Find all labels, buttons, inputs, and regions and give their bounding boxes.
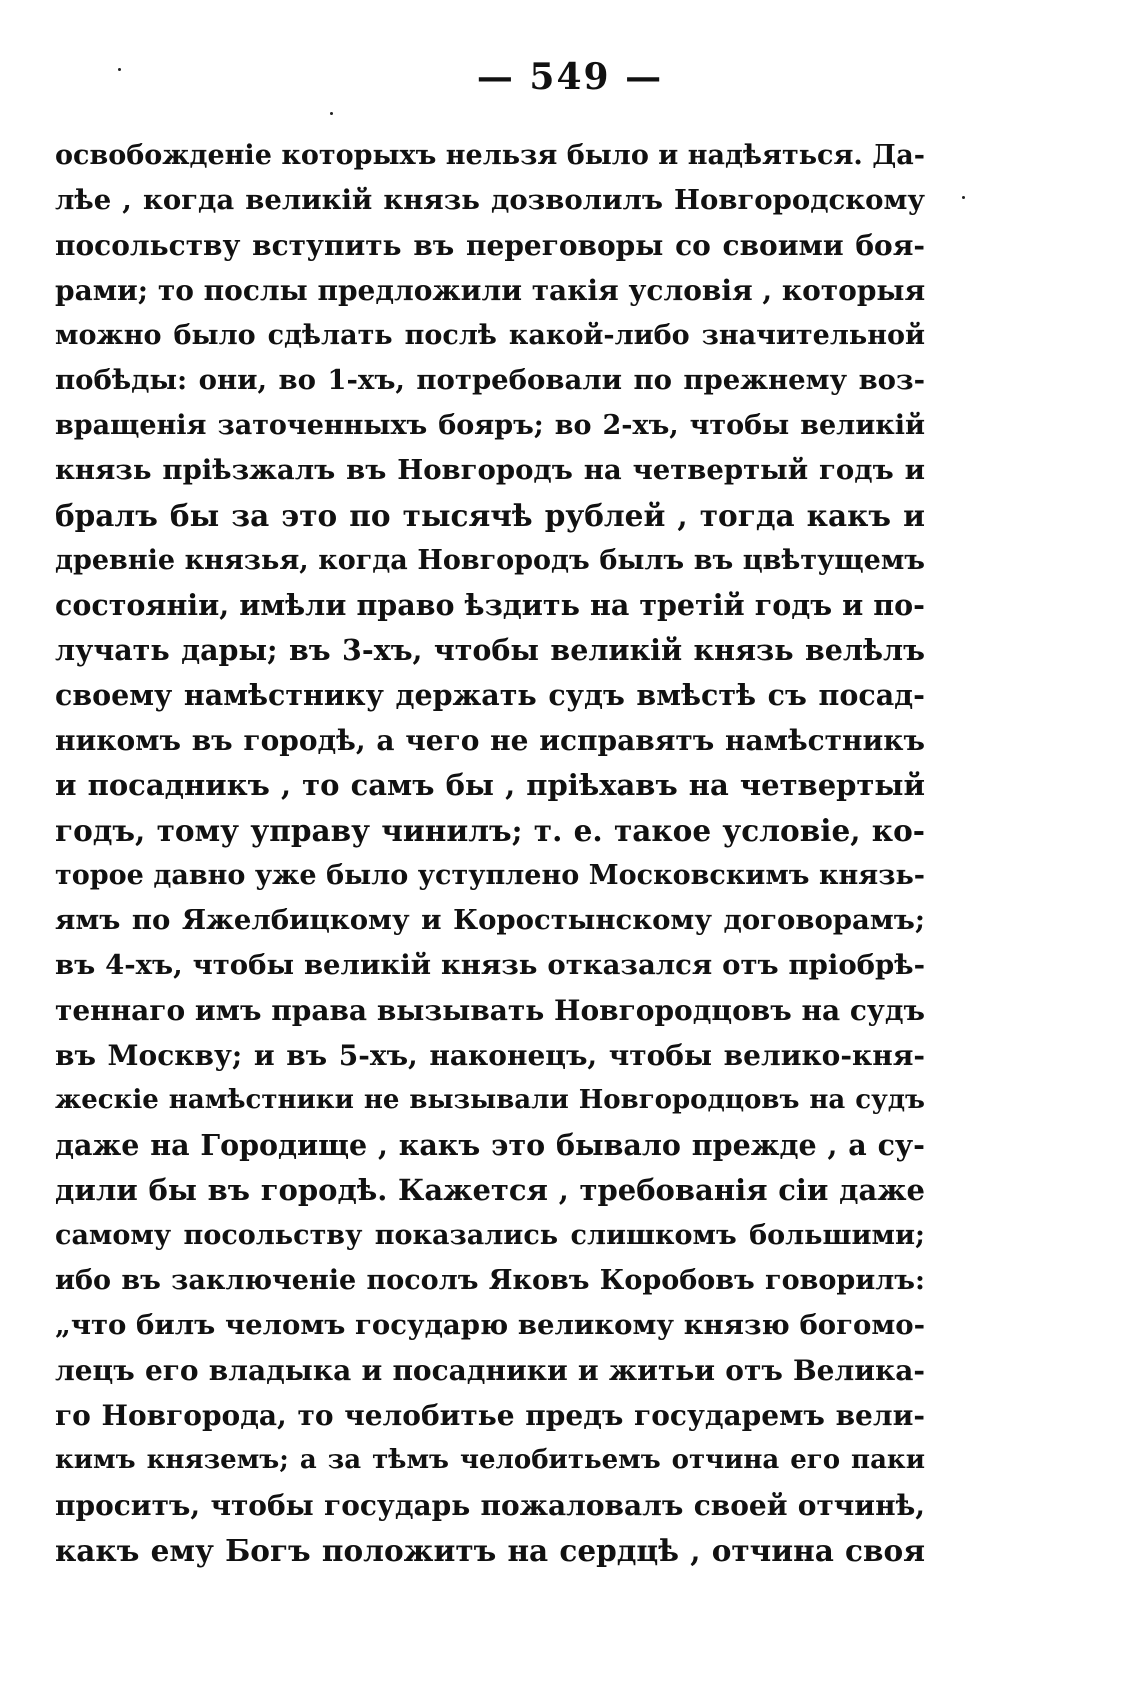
text-line: лецъ его владыка и посадники и житьи отъ Велика- — [55, 1354, 925, 1387]
text-line: лучать дары; въ 3-хъ, чтобы великій князь велѣлъ — [55, 633, 925, 667]
text-line: ибо въ заключеніе посолъ Яковъ Коробовъ говорилъ: — [55, 1265, 925, 1296]
text-line: бралъ бы за это по тысячѣ рублей , тогда какъ и — [55, 498, 925, 533]
text-line: дили бы въ городѣ. Кажется , требованія сіи даже — [55, 1173, 925, 1207]
text-line: го Новгорода, то челобитье предъ государемъ вели- — [55, 1399, 925, 1432]
text-line: лѣе , когда великій князь дозволилъ Новгородскому — [55, 184, 925, 216]
text-line: и посадникъ , то самъ бы , пріѣхавъ на четвертый — [55, 768, 925, 802]
scan-speck — [118, 68, 121, 71]
text-line: можно было сдѣлать послѣ какой-либо значительной — [55, 320, 925, 351]
scan-speck — [330, 112, 333, 115]
page-number: — 549 — — [476, 56, 664, 98]
text-line: „что билъ челомъ государю великому князю богомо- — [55, 1309, 925, 1341]
text-line: какъ ему Богъ положитъ на сердцѣ , отчина своя — [55, 1533, 925, 1568]
text-line: князь пріѣзжалъ въ Новгородъ на четвертый годъ и — [55, 454, 925, 486]
text-line: состояніи, имѣли право ѣздить на третій годъ и по- — [55, 588, 925, 622]
text-line: жескіе намѣстники не вызывали Новгородцовъ на судъ — [55, 1085, 925, 1115]
scan-speck — [962, 196, 965, 199]
text-line: побѣды: они, во 1-хъ, потребовали по прежнему воз- — [55, 364, 925, 396]
text-line: торое давно уже было уступлено Московскимъ князь- — [55, 860, 925, 891]
text-line: теннаго имъ права вызывать Новгородцовъ на судъ — [55, 994, 925, 1027]
text-line: годъ, тому управу чинилъ; т. е. такое условіе, ко- — [55, 813, 925, 848]
text-line: никомъ въ городѣ, а чего не исправятъ намѣстникъ — [55, 724, 925, 757]
text-line: посольству вступить въ переговоры со своими боя- — [55, 229, 925, 262]
body-text — [55, 133, 925, 1573]
text-line: въ 4-хъ, чтобы великій князь отказался отъ пріобрѣ- — [55, 949, 925, 981]
text-line: даже на Городище , какъ это бывало прежде , а су- — [55, 1128, 925, 1162]
text-line: своему намѣстнику держать судъ вмѣстѣ съ посад- — [55, 678, 925, 712]
text-line: вращенія заточенныхъ бояръ; во 2-хъ, чтобы великій — [55, 410, 925, 441]
text-line: древніе князья, когда Новгородъ былъ въ цвѣтущемъ — [55, 545, 925, 576]
text-line: освобожденіе которыхъ нельзя было и надѣяться. Да- — [55, 140, 925, 171]
text-line: кимъ княземъ; а за тѣмъ челобитьемъ отчина его паки — [55, 1445, 925, 1475]
text-line: проситъ, чтобы государь пожаловалъ своей отчинѣ, — [55, 1489, 925, 1522]
text-line: рами; то послы предложили такія условія , которыя — [55, 274, 926, 307]
text-line: въ Москву; и въ 5-хъ, наконецъ, чтобы велико-кня- — [55, 1039, 925, 1072]
text-line: ямъ по Яжелбицкому и Коростынскому договорамъ; — [55, 904, 925, 936]
text-line: самому посольству показались слишкомъ большими; — [55, 1220, 925, 1251]
